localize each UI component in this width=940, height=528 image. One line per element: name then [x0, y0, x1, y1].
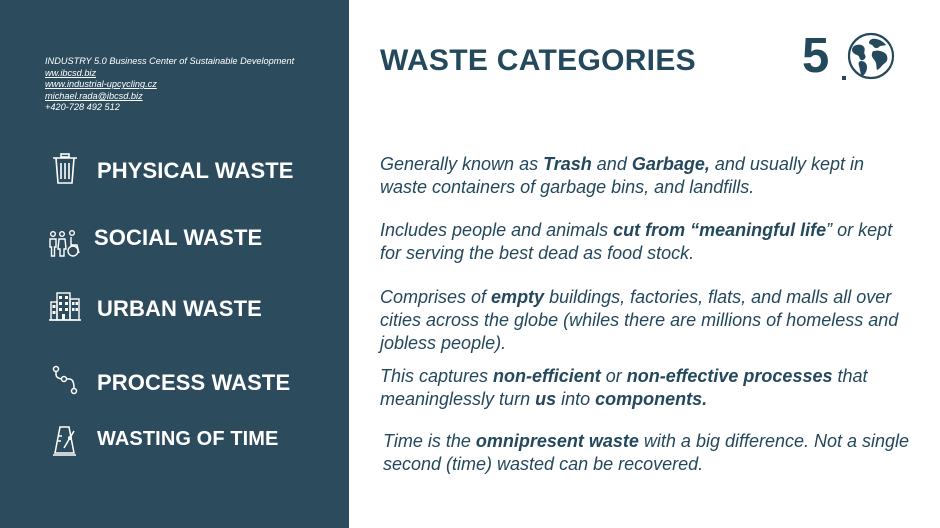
- description-social-waste: Includes people and animals cut from “meaningful life” or kept for serving the best dead as food stock.: [380, 220, 893, 263]
- website-link-1[interactable]: ww.ibcsd.biz: [45, 67, 97, 78]
- category-label: URBAN WASTE: [97, 296, 262, 321]
- description-physical-waste: Generally known as Trash and Garbage, and usually kept in waste containers of garbage bins, and landfills.: [380, 154, 864, 197]
- trash-bin-icon: [48, 152, 82, 186]
- people-icon: [48, 226, 82, 260]
- metronome-icon: [48, 424, 82, 458]
- category-label: WASTING OF TIME: [97, 428, 279, 450]
- website-link-2[interactable]: www.industrial-upcycling.cz: [45, 79, 157, 90]
- description-process-waste: This captures non-efficient or non-effective processes that meaninglessly turn us into components.: [380, 366, 868, 409]
- left-panel: [0, 0, 349, 528]
- globe-icon: [847, 32, 895, 80]
- category-label: SOCIAL WASTE: [94, 225, 263, 250]
- org-info: [45, 56, 294, 114]
- industry-5-logo: [802, 28, 898, 84]
- page-title: WASTE CATEGORIES: [380, 44, 696, 77]
- description-wasting-of-time: Time is the omnipresent waste with a big difference. Not a single second (time) wasted can be recovered.: [383, 431, 910, 474]
- email-link[interactable]: michael.rada@ibcsd.biz: [45, 90, 143, 101]
- category-label: PROCESS WASTE: [97, 370, 291, 395]
- buildings-icon: [48, 290, 82, 324]
- category-label: PHYSICAL WASTE: [97, 158, 294, 183]
- logo-number: 5: [802, 29, 830, 83]
- org-name: INDUSTRY 5.0 Business Center of Sustainable Development: [45, 56, 295, 66]
- description-urban-waste: Comprises of empty buildings, factories, flats, and malls all over cities across the globe (whiles there are millions of homeless and jobless people).: [380, 287, 899, 353]
- phone-number: +420-728 492 512: [45, 102, 120, 113]
- process-flow-icon: [48, 364, 82, 398]
- logo-dot: [842, 76, 846, 80]
